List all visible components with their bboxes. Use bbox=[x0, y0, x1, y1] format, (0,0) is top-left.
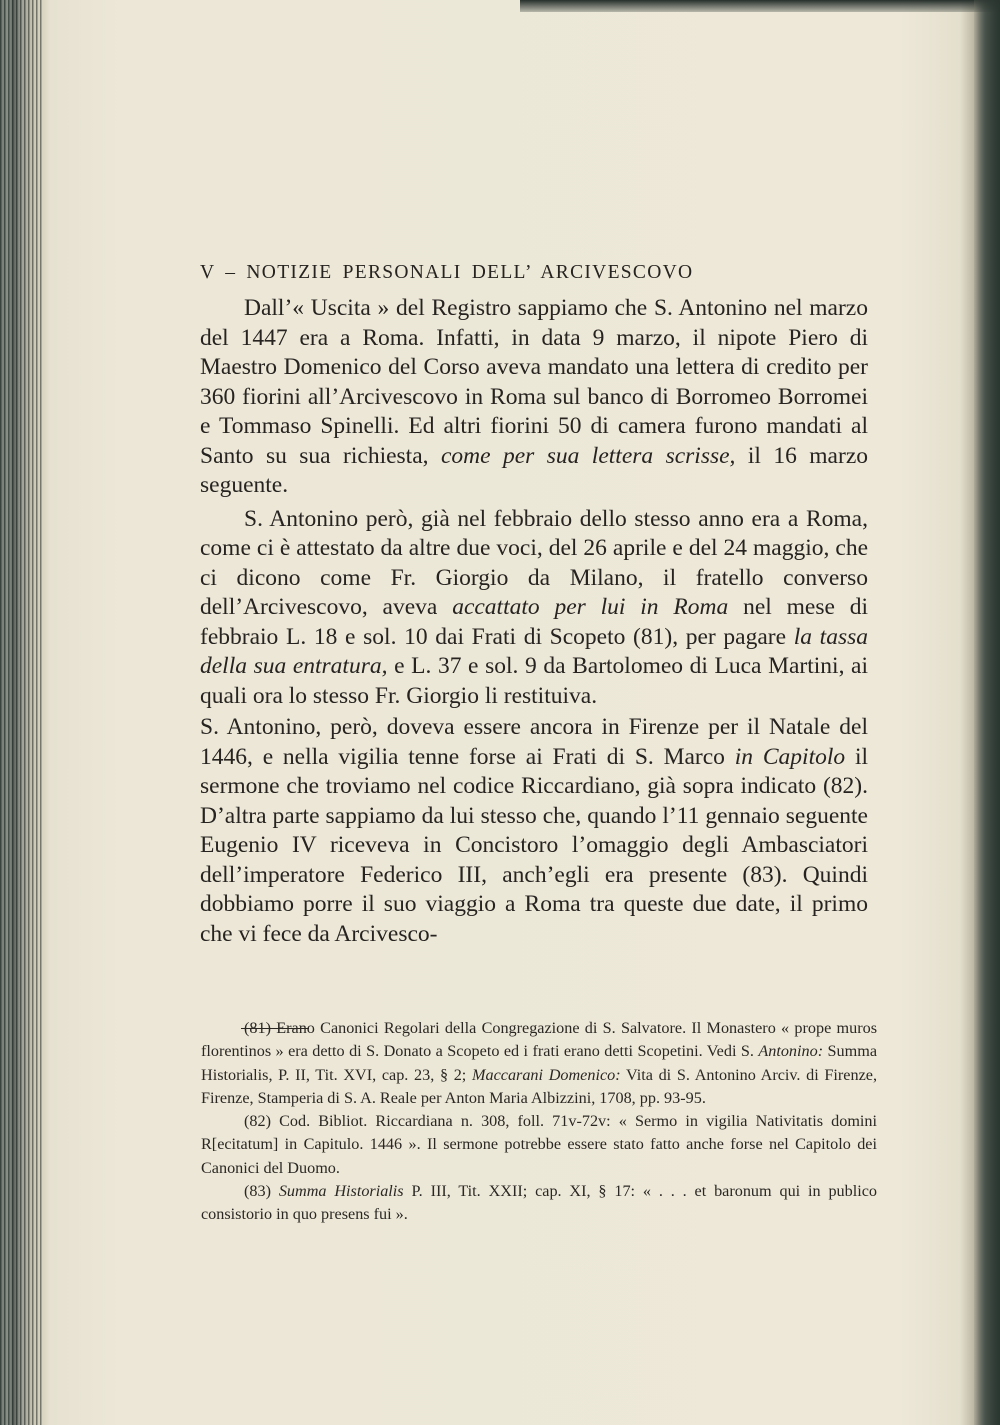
footnote-italic: Antonino: bbox=[758, 1042, 824, 1061]
paragraph-text: il 16 marzo seguente. bbox=[200, 442, 868, 498]
paragraph-text: il sermone che troviamo nel codice Riccardiano, già sopra indicato (82). D’altra parte sappiamo da lui stesso che, quando l’11 gennaio seguente Eugenio IV riceveva in Concistoro l’omaggio degli Ambasciatori dell’imperatore Federico III, anch’egli era presente (83). Quindi dobbiamo porre il suo viaggio a Roma tra queste due date, il primo che vi fece da Arcivesco- bbox=[200, 743, 869, 947]
scanner-top-edge bbox=[520, 0, 1000, 12]
italic-quote: accattato per lui in Roma bbox=[452, 594, 729, 620]
paragraph-text: nel mese di febbraio L. 18 e sol. 10 dai Frati di Scopeto (81), per pagare bbox=[200, 594, 869, 650]
paragraph-febbraio bbox=[200, 505, 868, 712]
footnote-82 bbox=[201, 1110, 877, 1180]
main-text bbox=[200, 262, 868, 949]
paragraph-uscita bbox=[200, 294, 868, 501]
footnote-text: (82) Cod. Bibliot. Riccardiana n. 308, foll. 71v-72v: « Sermo in vigilia Nativitatis domini R[ecitatum] in Capitulo. 1446 ». Il sermone potrebbe essere stato fatto anche forse nel Capitolo dei Canonici del Duomo. bbox=[201, 1112, 877, 1177]
footnote-italic: Summa Historialis bbox=[278, 1182, 404, 1201]
footnotes bbox=[201, 1017, 877, 1227]
page-stack-edge-left bbox=[0, 0, 44, 1425]
paragraph-text: Dall’« Uscita » del Registro sappiamo che S. Antonino nel marzo del 1447 era a Roma. Infatti, in data 9 marzo, il nipote Piero di Maestro Domenico del Corso aveva mandato una lettera di credito per 360 fiorini all’Arcivescovo in Roma sul banco di Borromeo Borromei e Tommaso Spinelli. Ed altri fiorini 50 di camera furono mandati al Santo su sua richiesta, bbox=[200, 295, 868, 469]
italic-quote: la tassa della sua entratura, bbox=[200, 623, 868, 679]
section-title: V – NOTIZIE PERSONALI DELL’ ARCIVESCOVO bbox=[200, 262, 694, 283]
footnote-text: Vita di S. Antonino Arciv. di Firenze, Firenze, Stamperia di S. A. Reale per Anton Maria Albizzini, 1708, pp. 93-95. bbox=[201, 1065, 878, 1107]
binding-edge-right bbox=[974, 0, 1000, 1425]
italic-quote: in Capitolo bbox=[734, 743, 846, 770]
footnote-italic: Maccarani Domenico: bbox=[472, 1065, 621, 1084]
paragraph-natale bbox=[200, 713, 868, 949]
italic-quote: come per sua lettera scrisse, bbox=[440, 442, 736, 469]
paragraph-text: S. Antonino, però, doveva essere ancora in Firenze per il Natale del 1446, e nella vigilia tenne forse ai Frati di S. Marco bbox=[200, 714, 868, 770]
footnote-text: P. III, Tit. XXII; cap. XI, § 17: « . . . et baronum qui in publico consistorio in quo presens fui ». bbox=[201, 1182, 878, 1224]
paragraph-text: e L. 37 e sol. 9 da Bartolomeo di Luca Martini, ai quali ora lo stesso Fr. Giorgio li restituiva. bbox=[200, 653, 868, 709]
footnote-text: (83) bbox=[244, 1182, 271, 1201]
footnote-81 bbox=[201, 1017, 877, 1110]
footnote-83 bbox=[201, 1180, 877, 1227]
footnote-text: (81) Erano Canonici Regolari della Congregazione di S. Salvatore. Il Monastero « prope muros florentinos » era detto di S. Donato a Scopeto ed i frati erano detti Scopetini. Vedi S. bbox=[201, 1019, 877, 1061]
paragraph-text: S. Antonino però, già nel febbraio dello stesso anno era a Roma, come ci è attestato da altre due voci, del 26 aprile e del 24 maggio, che ci dicono come Fr. Giorgio da Milano, il fratello converso dell’Arcivescovo, aveva bbox=[200, 505, 868, 620]
footnote-text: Summa Historialis, P. II, Tit. XVI, cap. 23, § 2; bbox=[201, 1042, 878, 1084]
